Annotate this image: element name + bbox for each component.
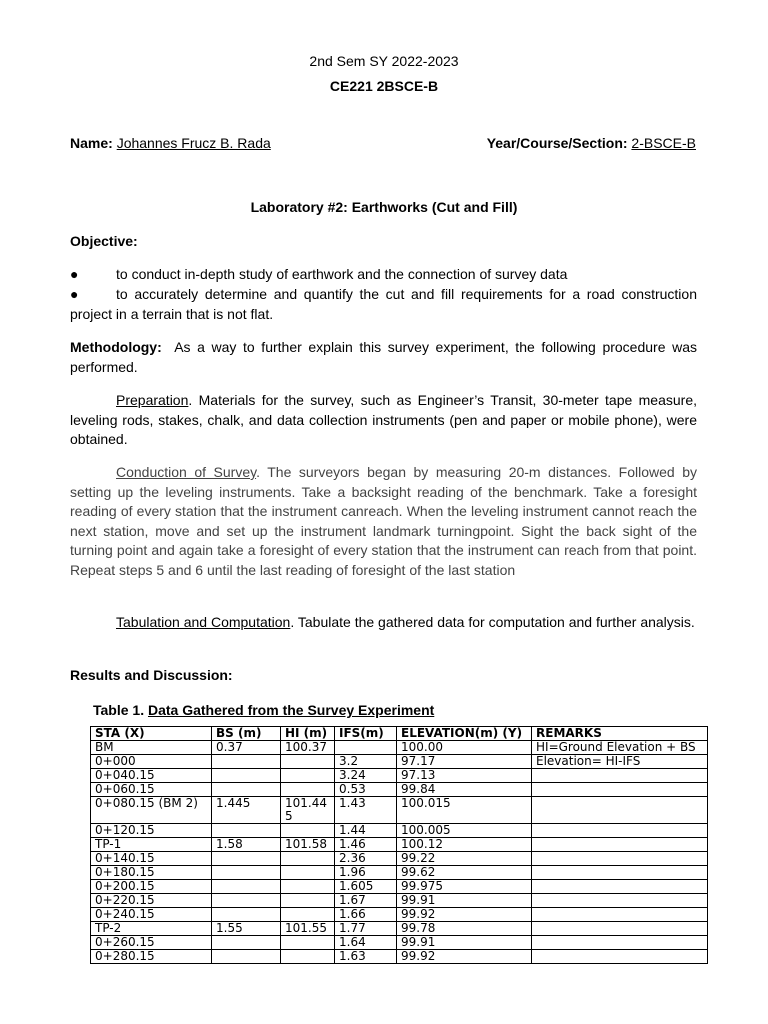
table-row bbox=[91, 922, 708, 936]
cell-sta: 0+060.15 bbox=[91, 783, 212, 797]
cell-remarks bbox=[532, 769, 708, 783]
cell-bs bbox=[212, 824, 281, 838]
cell-remarks bbox=[532, 797, 708, 824]
cell-ifs: 1.77 bbox=[335, 922, 397, 936]
cell-elevation: 99.91 bbox=[397, 936, 532, 950]
cell-elevation: 99.92 bbox=[397, 908, 532, 922]
cell-bs bbox=[212, 894, 281, 908]
table-row bbox=[91, 755, 708, 769]
cell-remarks bbox=[532, 922, 708, 936]
cell-ifs: 1.63 bbox=[335, 950, 397, 964]
cell-hi: 101.55 bbox=[281, 922, 335, 936]
cell-sta: 0+140.15 bbox=[91, 852, 212, 866]
cell-remarks bbox=[532, 852, 708, 866]
cell-sta: 0+200.15 bbox=[91, 880, 212, 894]
cell-elevation: 99.62 bbox=[397, 866, 532, 880]
cell-sta: TP-1 bbox=[91, 838, 212, 852]
cell-bs bbox=[212, 880, 281, 894]
cell-sta: 0+080.15 (BM 2) bbox=[91, 797, 212, 824]
table-row bbox=[91, 950, 708, 964]
cell-ifs: 1.67 bbox=[335, 894, 397, 908]
cell-hi bbox=[281, 852, 335, 866]
cell-sta: 0+000 bbox=[91, 755, 212, 769]
cell-sta: 0+280.15 bbox=[91, 950, 212, 964]
cell-bs: 1.445 bbox=[212, 797, 281, 824]
table-row bbox=[91, 741, 708, 755]
cell-sta: 0+220.15 bbox=[91, 894, 212, 908]
preparation-paragraph bbox=[70, 391, 697, 450]
survey-paragraph bbox=[70, 463, 697, 580]
cell-elevation: 100.015 bbox=[397, 797, 532, 824]
bullet-icon: ● bbox=[70, 286, 79, 302]
cell-remarks bbox=[532, 838, 708, 852]
survey-title: Conduction of Survey bbox=[116, 464, 257, 480]
cell-hi bbox=[281, 755, 335, 769]
cell-bs bbox=[212, 950, 281, 964]
table-row bbox=[91, 824, 708, 838]
cell-hi bbox=[281, 880, 335, 894]
cell-ifs: 2.36 bbox=[335, 852, 397, 866]
name-value: Johannes Frucz B. Rada bbox=[116, 135, 271, 151]
cell-hi bbox=[281, 908, 335, 922]
cell-ifs: 1.44 bbox=[335, 824, 397, 838]
survey-data-table bbox=[90, 726, 708, 964]
table-row bbox=[91, 797, 708, 824]
cell-ifs: 1.605 bbox=[335, 880, 397, 894]
cell-remarks bbox=[532, 866, 708, 880]
cell-elevation: 100.005 bbox=[397, 824, 532, 838]
cell-elevation: 97.13 bbox=[397, 769, 532, 783]
header-ifs: IFS(m) bbox=[335, 727, 397, 741]
cell-remarks bbox=[532, 908, 708, 922]
table-row bbox=[91, 852, 708, 866]
methodology-paragraph bbox=[70, 338, 697, 377]
section-value: 2-BSCE-B bbox=[631, 135, 696, 151]
cell-remarks bbox=[532, 936, 708, 950]
cell-hi bbox=[281, 894, 335, 908]
cell-ifs: 3.2 bbox=[335, 755, 397, 769]
cell-elevation: 99.84 bbox=[397, 783, 532, 797]
course-line: CE221 2BSCE-B bbox=[329, 78, 439, 94]
cell-bs bbox=[212, 852, 281, 866]
cell-elevation: 99.975 bbox=[397, 880, 532, 894]
cell-ifs: 1.46 bbox=[335, 838, 397, 852]
table-row bbox=[91, 838, 708, 852]
preparation-text: . Materials for the survey, such as Engineer’s Transit, 30-meter tape measure, leveling rods, stakes, chalk, and data collection instruments (pen and paper or mobile phone), were obtained. bbox=[70, 392, 697, 447]
cell-elevation: 99.22 bbox=[397, 852, 532, 866]
cell-remarks bbox=[532, 880, 708, 894]
cell-remarks: HI=Ground Elevation + BS bbox=[532, 741, 708, 755]
preparation-title: Preparation bbox=[116, 392, 189, 408]
table-row bbox=[91, 769, 708, 783]
cell-ifs: 0.53 bbox=[335, 783, 397, 797]
table-row bbox=[91, 936, 708, 950]
cell-ifs: 1.96 bbox=[335, 866, 397, 880]
cell-hi bbox=[281, 824, 335, 838]
cell-bs bbox=[212, 936, 281, 950]
cell-elevation: 99.92 bbox=[397, 950, 532, 964]
cell-remarks bbox=[532, 824, 708, 838]
lab-title: Laboratory #2: Earthworks (Cut and Fill) bbox=[250, 199, 518, 215]
table-row bbox=[91, 866, 708, 880]
header-sta: STA (X) bbox=[91, 727, 212, 741]
tabulation-text: . Tabulate the gathered data for computation and further analysis. bbox=[290, 614, 695, 630]
cell-sta: 0+040.15 bbox=[91, 769, 212, 783]
cell-sta: BM bbox=[91, 741, 212, 755]
methodology-heading: Methodology: bbox=[70, 339, 162, 355]
cell-bs bbox=[212, 783, 281, 797]
semester-line: 2nd Sem SY 2022-2023 bbox=[309, 53, 459, 69]
cell-elevation: 100.12 bbox=[397, 838, 532, 852]
objective-item-2 bbox=[70, 285, 697, 324]
cell-hi bbox=[281, 950, 335, 964]
cell-elevation: 97.17 bbox=[397, 755, 532, 769]
header-hi: HI (m) bbox=[281, 727, 335, 741]
cell-sta: 0+180.15 bbox=[91, 866, 212, 880]
objective-text-2: to accurately determine and quantify the cut and fill requirements for a road construction project in a terrain that is not flat. bbox=[70, 286, 697, 322]
cell-remarks bbox=[532, 783, 708, 797]
cell-ifs: 1.43 bbox=[335, 797, 397, 824]
cell-hi bbox=[281, 866, 335, 880]
cell-sta: 0+240.15 bbox=[91, 908, 212, 922]
cell-hi bbox=[281, 783, 335, 797]
cell-elevation: 100.00 bbox=[397, 741, 532, 755]
tabulation-paragraph bbox=[70, 613, 697, 633]
table-caption-prefix: Table 1. bbox=[93, 702, 148, 718]
cell-bs: 1.58 bbox=[212, 838, 281, 852]
cell-sta: TP-2 bbox=[91, 922, 212, 936]
section-label: Year/Course/Section: bbox=[486, 135, 628, 151]
cell-elevation: 99.78 bbox=[397, 922, 532, 936]
table-row bbox=[91, 908, 708, 922]
header-remarks: REMARKS bbox=[532, 727, 708, 741]
cell-sta: 0+120.15 bbox=[91, 824, 212, 838]
cell-hi bbox=[281, 936, 335, 950]
cell-ifs: 1.66 bbox=[335, 908, 397, 922]
cell-hi: 100.37 bbox=[281, 741, 335, 755]
cell-ifs: 3.24 bbox=[335, 769, 397, 783]
table-row bbox=[91, 783, 708, 797]
cell-hi bbox=[281, 769, 335, 783]
header-elevation: ELEVATION(m) (Y) bbox=[397, 727, 532, 741]
cell-hi: 101.58 bbox=[281, 838, 335, 852]
table-header-row bbox=[91, 727, 708, 741]
cell-bs bbox=[212, 769, 281, 783]
name-label: Name: bbox=[70, 135, 113, 151]
objective-text-1: to conduct in-depth study of earthwork and the connection of survey data bbox=[116, 266, 568, 282]
cell-ifs bbox=[335, 741, 397, 755]
methodology-intro: As a way to further explain this survey experiment, the following procedure was performed. bbox=[70, 339, 697, 375]
cell-ifs: 1.64 bbox=[335, 936, 397, 950]
objective-item-1 bbox=[70, 265, 697, 285]
cell-bs bbox=[212, 866, 281, 880]
cell-remarks bbox=[532, 950, 708, 964]
section-row bbox=[487, 135, 696, 151]
cell-elevation: 99.91 bbox=[397, 894, 532, 908]
cell-remarks: Elevation= HI-IFS bbox=[532, 755, 708, 769]
table-caption-title: Data Gathered from the Survey Experiment bbox=[147, 702, 435, 718]
survey-text: . The surveyors began by measuring 20-m distances. Followed by setting up the leveling instruments. Take a backsight reading of the benchmark. Take a foresight reading of every station that the instrument canreach. When the leveling instrument cannot reach the next station, move and set up the instrument landmark turningpoint. Sight the back sight of the turning point and again take a foresight of every station that the instrument can reach from that point. Repeat steps 5 and 6 until the last reading of foresight of the last station bbox=[70, 464, 697, 578]
table-row bbox=[91, 894, 708, 908]
header-bs: BS (m) bbox=[212, 727, 281, 741]
cell-hi: 101.445 bbox=[281, 797, 335, 824]
tabulation-title: Tabulation and Computation bbox=[116, 614, 291, 630]
cell-bs: 1.55 bbox=[212, 922, 281, 936]
bullet-icon: ● bbox=[70, 266, 79, 282]
cell-bs: 0.37 bbox=[212, 741, 281, 755]
objective-heading: Objective: bbox=[70, 233, 138, 249]
results-heading: Results and Discussion: bbox=[70, 667, 233, 683]
student-name-row bbox=[70, 135, 271, 151]
cell-bs bbox=[212, 908, 281, 922]
table-caption bbox=[93, 702, 434, 718]
cell-remarks bbox=[532, 894, 708, 908]
table-row bbox=[91, 880, 708, 894]
cell-sta: 0+260.15 bbox=[91, 936, 212, 950]
cell-bs bbox=[212, 755, 281, 769]
